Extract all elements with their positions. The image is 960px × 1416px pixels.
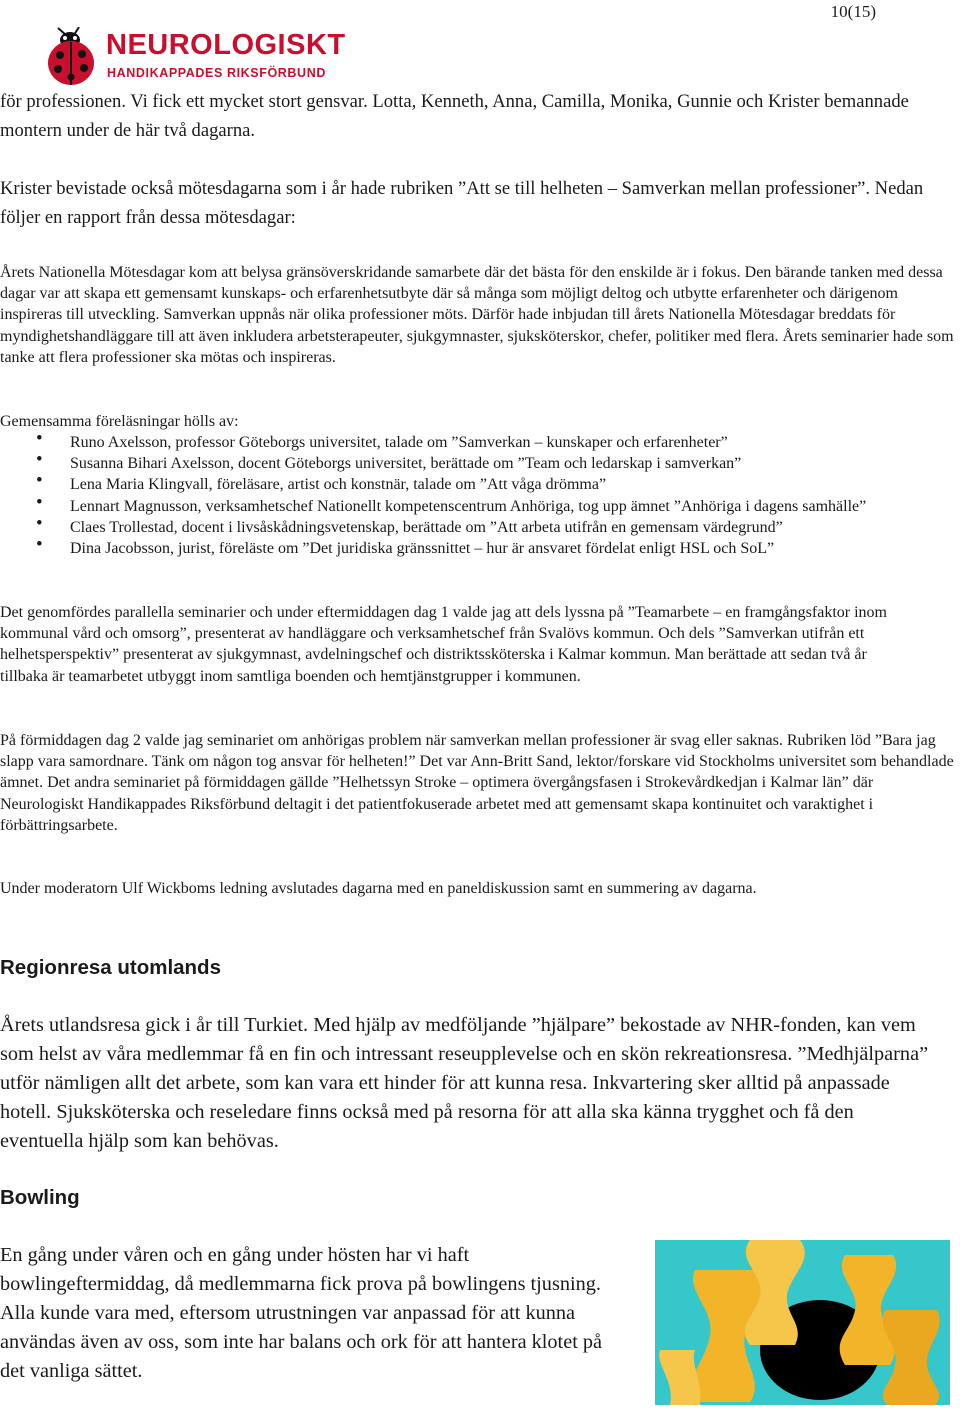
list-item: • Dina Jacobsson, jurist, föreläste om ”Det juridiska gränssnittet – hur är ansvaret fördelat enligt HSL och SoL” — [0, 538, 958, 559]
paragraph-intro: för professionen. Vi fick ett mycket stort gensvar. Lotta, Kenneth, Anna, Camilla, Monika, Gunnie och Krister bemannade montern under de här två dagarna. — [0, 91, 909, 141]
list-item: • Runo Axelsson, professor Göteborgs universitet, talade om ”Samverkan – kunskaper och erfarenheter” — [0, 432, 958, 453]
lectures-list — [0, 432, 958, 559]
list-item: • Lena Maria Klingvall, föreläsare, artist och konstnär, talade om ”Att våga drömma” — [0, 474, 958, 495]
paragraph-seminars-day2: På förmiddagen dag 2 valde jag seminariet om anhörigas problem när samverkan mellan professioner är svag eller saknas. Rubriken löd ”Bara jag slapp vara samordnare. Tänk om någon tog ansvar för helheten!” Det var Ann-Britt Sand, lektor/forskare vid Stockholms universitet som behandlade ämnet. Det andra seminariet på förmiddagen gällde ”Helhetssyn Stroke – optimera övergångsfasen i Strokevårdkedjan i Kalmar län” där Neurologiskt Handikappades Riksförbund deltagit i det patientfokuserade arbetet med att gemensamt skapa kontinuitet och varaktighet i förbättringsarbete. — [0, 732, 954, 834]
paragraph-region-trip: Årets utlandsresa gick i år till Turkiet. Med hjälp av medföljande ”hjälpare” bekostade av NHR-fonden, kan vem som helst av våra medlemmar få en fin och intressant reseupplevelse och en skön rekreationsresa. ”Medhjälparna” utför nämligen allt det arbete, som kan vara ett hinder för att kunna resa. Inkvartering sker alltid på anpassade hotell. Sjuksköterska och reseledare finns också med på resorna för att alla ska känna trygghet och få den eventuella hjälp som kan behövas. — [0, 1014, 929, 1152]
heading-bowling: Bowling — [0, 1186, 80, 1209]
logo-title: NEUROLOGISKT — [106, 29, 346, 61]
organization-logo — [46, 27, 386, 87]
list-item: • Claes Trollestad, docent i livsåskådningsvetenskap, berättade om ”Att arbeta utifrån en gemensam värdegrund” — [0, 517, 958, 538]
paragraph-meeting-days: Krister bevistade också mötesdagarna som i år hade rubriken ”Att se till helheten – Samverkan mellan professioner”. Nedan följer en rapport från dessa mötesdagar: — [0, 178, 924, 228]
list-item: • Lennart Magnusson, verksamhetschef Nationellt kompetenscentrum Anhöriga, tog upp ämnet ”Anhöriga i dagens samhälle” — [0, 496, 958, 517]
bowling-pins-icon — [655, 1240, 950, 1405]
paragraph-closing: Under moderatorn Ulf Wickboms ledning avslutades dagarna med en paneldiskussion samt en summering av dagarna. — [0, 880, 757, 897]
page-number: 10(15) — [830, 2, 876, 21]
list-item: • Susanna Bihari Axelsson, docent Göteborgs universitet, berättade om ”Team och ledarskap i samverkan” — [0, 453, 958, 474]
ladybug-icon — [46, 27, 98, 87]
paragraph-bowling: En gång under våren och en gång under hösten har vi haft bowlingeftermiddag, då medlemmarna fick prova på bowlingens tjusning. Alla kunde vara med, eftersom utrustningen var anpassad för att kunna användas även av oss, som inte har balans och ork för att hantera klotet på det vanliga sättet. — [0, 1244, 603, 1382]
heading-region-trip: Regionresa utomlands — [0, 956, 221, 979]
logo-subtitle: HANDIKAPPADES RIKSFÖRBUND — [107, 66, 326, 80]
lectures-intro: Gemensamma föreläsningar hölls av: — [0, 413, 239, 430]
paragraph-seminars-day1: Det genomfördes parallella seminarier och under eftermiddagen dag 1 valde jag att dels lyssna på ”Teamarbete – en framgångsfaktor inom kommunal vård och omsorg”, presenterat av handläggare och verksamhetschef från Svalövs kommun. Och dels ”Samverkan utifrån ett helhetsperspektiv” presenterat av sjukgymnast, avdelningschef och distriktssköterska i Kalmar kommun. Man berättade att sedan två år tillbaka är teamarbetet utbyggt inom samtliga boenden och hemtjänstgrupper i kommunen. — [0, 604, 887, 685]
paragraph-national-meeting: Årets Nationella Mötesdagar kom att belysa gränsöverskridande samarbete där det bästa för den enskilde är i fokus. Den bärande tanken med dessa dagar var att skapa ett gemensamt kunskaps- och erfarenhetsutbyte där så många som möjligt deltog och utbytte erfarenheter och därigenom inspireras till utveckling. Samverkan uppnås när olika professioner möts. Därför hade inbjudan till årets Nationella Mötesdagar breddats för myndighetshandläggare till att även inkludera arbetsterapeuter, sjukgymnaster, sjuksköterskor, chefer, politiker med flera. Årets seminarier hade som tanke att flera professioner ska mötas och inspireras. — [0, 264, 954, 366]
